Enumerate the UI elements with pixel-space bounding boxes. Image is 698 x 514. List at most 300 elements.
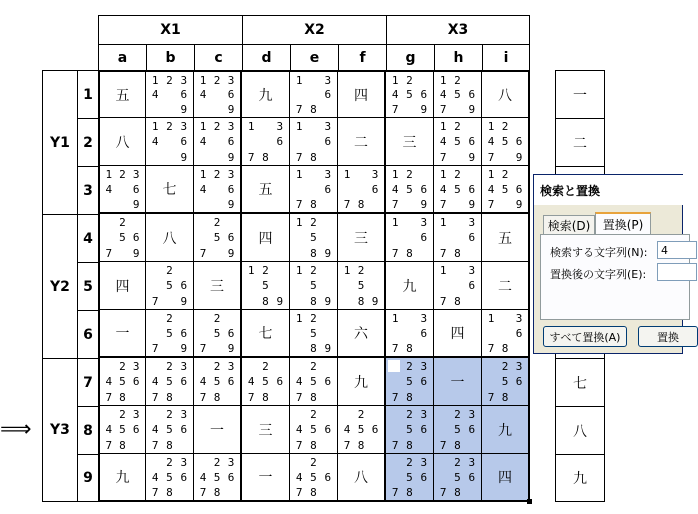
sudoku-cell[interactable]	[290, 214, 338, 262]
cell-value: 四	[258, 230, 273, 247]
row-number: 6	[83, 326, 93, 343]
candidate-digit: 4	[151, 471, 159, 484]
sudoku-cell[interactable]	[434, 214, 482, 262]
row-header	[77, 166, 98, 214]
candidate-digit: 7	[199, 390, 207, 404]
sudoku-cell[interactable]	[146, 310, 194, 358]
candidate-grid	[434, 454, 481, 500]
sudoku-cell[interactable]	[338, 358, 386, 406]
candidate-grid	[146, 358, 193, 405]
candidate-digit	[224, 485, 238, 500]
column-group-label: X2	[304, 22, 325, 38]
sudoku-cell[interactable]	[194, 406, 242, 454]
sudoku-cell[interactable]	[146, 262, 194, 310]
candidate-digit: 6	[180, 327, 188, 340]
candidate-digit: 7	[295, 150, 303, 164]
candidate-digit	[465, 438, 479, 453]
candidate-digit: 2	[166, 408, 173, 422]
sudoku-cell[interactable]	[146, 70, 194, 118]
column-header	[434, 45, 482, 70]
cell-value: 四	[498, 470, 512, 486]
sudoku-cell[interactable]	[386, 310, 434, 358]
candidate-digit	[465, 73, 479, 88]
candidate-digit: 8	[262, 390, 269, 404]
candidate-grid	[290, 406, 337, 453]
sudoku-cell[interactable]	[386, 214, 434, 262]
candidate-digit	[436, 230, 450, 245]
candidate-digit	[465, 246, 479, 261]
sudoku-cell[interactable]	[242, 406, 290, 454]
candidate-digit	[450, 230, 464, 245]
candidate-grid	[482, 118, 528, 165]
sudoku-cell[interactable]	[98, 70, 146, 118]
sudoku-cell[interactable]	[434, 118, 482, 166]
candidate-digit: 9	[324, 342, 332, 355]
candidate-digit	[484, 359, 498, 374]
candidate-digit: 7	[487, 342, 495, 355]
candidate-digit	[292, 407, 306, 422]
candidate-digit: 7	[295, 486, 303, 499]
sudoku-cell[interactable]	[386, 406, 434, 454]
sudoku-cell[interactable]	[146, 214, 194, 262]
candidate-digit: 2	[310, 456, 317, 469]
sudoku-cell[interactable]	[242, 454, 290, 502]
candidate-digit: 7	[487, 390, 495, 404]
sudoku-cell[interactable]	[338, 406, 386, 454]
candidate-digit: 6	[324, 88, 332, 102]
candidate-digit: 9	[227, 342, 235, 355]
candidate-digit: 5	[213, 375, 221, 389]
side-value: 八	[573, 423, 587, 440]
sudoku-cell[interactable]	[194, 214, 242, 262]
cell-value: 八	[498, 87, 512, 104]
candidate-digit: 7	[391, 342, 399, 355]
sudoku-cell[interactable]	[242, 214, 290, 262]
candidate-digit	[321, 102, 335, 117]
sudoku-cell[interactable]	[242, 310, 290, 358]
candidate-digit: 9	[227, 150, 235, 164]
sudoku-cell[interactable]	[434, 310, 482, 358]
sudoku-cell[interactable]	[242, 118, 290, 166]
candidate-grid	[434, 262, 481, 309]
candidate-digit	[417, 485, 431, 500]
candidate-digit	[465, 485, 479, 500]
candidate-digit: 5	[119, 423, 126, 437]
candidate-digit	[402, 197, 416, 212]
candidate-digit: 7	[199, 342, 207, 355]
sudoku-cell[interactable]	[98, 118, 146, 166]
candidate-grid	[290, 118, 337, 165]
sudoku-cell[interactable]	[242, 166, 290, 214]
sudoku-cell[interactable]	[146, 166, 194, 214]
sudoku-cell[interactable]	[338, 166, 386, 214]
candidate-digit: 5	[454, 183, 461, 196]
candidate-digit: 7	[391, 486, 399, 499]
candidate-grid	[434, 214, 481, 261]
candidate-grid	[194, 454, 240, 500]
candidate-digit: 3	[227, 360, 235, 374]
candidate-digit	[292, 326, 306, 341]
candidate-digit	[196, 215, 210, 230]
candidate-digit: 6	[468, 135, 476, 149]
candidate-digit: 3	[515, 312, 523, 325]
candidate-digit	[450, 150, 464, 165]
candidate-grid	[194, 214, 240, 261]
candidate-grid	[434, 72, 481, 117]
side-cell[interactable]	[555, 70, 605, 118]
sudoku-cell[interactable]	[98, 358, 146, 406]
candidate-digit: 6	[515, 183, 523, 196]
candidate-digit	[340, 182, 354, 197]
candidate-digit	[465, 167, 479, 182]
candidate-digit	[436, 278, 450, 293]
candidate-digit	[498, 197, 512, 212]
candidate-digit: 7	[151, 294, 159, 308]
replace-button[interactable]	[638, 326, 698, 347]
side-cell[interactable]	[555, 358, 605, 406]
sudoku-cell[interactable]	[386, 262, 434, 310]
candidate-grid	[482, 310, 528, 356]
candidate-digit: 5	[406, 423, 413, 437]
candidate-digit: 9	[371, 294, 379, 308]
sudoku-cell[interactable]	[194, 262, 242, 310]
sudoku-cell[interactable]	[194, 70, 242, 118]
candidate-digit: 6	[324, 375, 332, 389]
candidate-digit: 7	[439, 294, 447, 308]
sudoku-cell[interactable]	[434, 166, 482, 214]
sudoku-cell[interactable]	[290, 358, 338, 406]
sudoku-cell[interactable]	[338, 70, 386, 118]
candidate-digit: 4	[439, 88, 447, 102]
candidate-digit: 4	[105, 183, 113, 196]
replace-input[interactable]	[657, 263, 697, 281]
sudoku-cell[interactable]	[290, 70, 338, 118]
cell-value: 三	[354, 230, 368, 247]
sudoku-cell[interactable]	[194, 118, 242, 166]
candidate-digit: 2	[357, 408, 365, 422]
candidate-digit	[450, 102, 464, 117]
candidate-digit	[388, 326, 402, 341]
candidate-digit: 7	[439, 246, 447, 260]
candidate-digit: 9	[180, 342, 188, 355]
candidate-digit: 4	[151, 88, 159, 102]
row-number: 9	[83, 470, 93, 486]
candidate-digit: 3	[468, 408, 476, 422]
row-group-label: Y2	[50, 278, 70, 295]
candidate-digit	[196, 230, 210, 245]
candidate-digit	[450, 215, 464, 230]
sudoku-cell[interactable]	[242, 358, 290, 406]
sudoku-cell[interactable]	[434, 262, 482, 310]
sudoku-cell[interactable]	[146, 358, 194, 406]
candidate-digit	[196, 455, 210, 470]
candidate-digit: 2	[310, 264, 317, 278]
sudoku-cell[interactable]	[98, 310, 146, 358]
row-number: 8	[83, 422, 93, 439]
sudoku-cell[interactable]	[482, 406, 530, 454]
candidate-digit: 8	[262, 294, 269, 308]
arrow-glyph: ⟹	[0, 417, 32, 442]
candidate-digit: 1	[391, 216, 399, 230]
tab-find[interactable]	[543, 215, 595, 235]
candidate-digit: 6	[420, 375, 428, 389]
candidate-digit: 7	[151, 486, 159, 499]
candidate-digit: 2	[501, 120, 509, 134]
sudoku-cell[interactable]	[338, 310, 386, 358]
sudoku-cell[interactable]	[146, 406, 194, 454]
candidate-digit	[292, 134, 306, 149]
candidate-digit	[148, 102, 162, 117]
candidate-digit	[354, 182, 368, 197]
candidate-digit: 3	[324, 73, 332, 87]
candidate-grid	[386, 166, 433, 212]
candidate-digit	[340, 278, 354, 293]
dialog-title-bar[interactable]	[534, 175, 684, 205]
candidate-digit: 1	[439, 73, 447, 87]
cell-value: 九	[115, 470, 130, 486]
candidate-grid	[434, 118, 481, 165]
candidate-digit: 6	[515, 135, 523, 149]
side-cell[interactable]	[555, 406, 605, 454]
sudoku-cell[interactable]	[386, 166, 434, 214]
candidate-digit: 7	[295, 390, 303, 404]
candidate-digit: 8	[310, 198, 317, 211]
find-input[interactable]: 4	[657, 241, 697, 259]
candidate-digit	[196, 359, 210, 374]
sudoku-cell[interactable]	[482, 310, 530, 358]
candidate-grid	[146, 454, 193, 500]
sudoku-cell[interactable]	[290, 454, 338, 502]
candidate-digit	[321, 485, 335, 500]
replace-label-text: 置換	[657, 330, 679, 344]
sudoku-cell[interactable]	[482, 70, 530, 118]
cell-value: 二	[498, 278, 512, 295]
cell-value: 五	[115, 87, 130, 104]
sudoku-cell[interactable]	[482, 454, 530, 502]
sudoku-cell[interactable]	[434, 70, 482, 118]
candidate-digit: 2	[454, 73, 461, 87]
replace-all-button[interactable]	[543, 326, 627, 347]
sudoku-cell[interactable]	[290, 166, 338, 214]
candidate-digit: 7	[391, 246, 399, 260]
sudoku-cell[interactable]	[194, 166, 242, 214]
candidate-digit: 2	[406, 73, 413, 87]
candidate-digit: 9	[324, 246, 332, 260]
candidate-digit: 8	[501, 342, 509, 355]
candidate-digit: 1	[199, 73, 207, 87]
candidate-digit: 5	[454, 135, 461, 149]
sudoku-cell[interactable]	[242, 70, 290, 118]
tab-find-label: 検索(D)	[547, 219, 591, 233]
side-cell[interactable]	[555, 118, 605, 166]
sudoku-cell[interactable]	[386, 118, 434, 166]
candidate-digit	[273, 359, 287, 374]
tab-replace[interactable]	[595, 212, 651, 235]
candidate-digit: 4	[199, 183, 207, 196]
candidate-grid	[242, 262, 289, 309]
candidate-digit: 2	[454, 168, 461, 181]
candidate-digit: 6	[420, 231, 428, 245]
candidate-digit: 6	[324, 423, 332, 437]
sudoku-cell[interactable]	[98, 166, 146, 214]
sudoku-cell[interactable]	[434, 406, 482, 454]
candidate-digit: 8	[213, 390, 221, 404]
replace-label: 置換後の文字列(E):	[550, 268, 647, 281]
candidate-digit: 7	[199, 486, 207, 499]
sudoku-cell[interactable]	[98, 454, 146, 502]
candidate-digit	[368, 197, 382, 212]
candidate-grid	[290, 262, 337, 309]
candidate-grid	[290, 72, 337, 117]
candidate-grid	[242, 358, 289, 405]
candidate-digit: 5	[454, 471, 461, 484]
candidate-digit: 1	[199, 168, 207, 181]
candidate-grid	[338, 406, 384, 453]
sudoku-cell[interactable]	[482, 262, 530, 310]
candidate-digit	[258, 119, 272, 134]
cell-value: 一	[450, 374, 465, 391]
column-group-header	[242, 15, 386, 45]
row-header	[77, 358, 98, 406]
candidate-digit	[162, 294, 176, 309]
sudoku-cell[interactable]	[482, 214, 530, 262]
candidate-digit	[102, 215, 116, 230]
candidate-digit: 2	[406, 168, 413, 181]
replace-all-label: すべて置換(A)	[549, 330, 621, 344]
candidate-digit: 8	[357, 294, 365, 308]
sudoku-cell[interactable]	[338, 454, 386, 502]
side-value: 一	[573, 87, 587, 104]
sudoku-cell[interactable]	[290, 406, 338, 454]
candidate-digit: 4	[295, 375, 303, 389]
sudoku-cell[interactable]	[146, 118, 194, 166]
row-group-label: Y3	[50, 422, 70, 438]
sudoku-cell[interactable]	[386, 70, 434, 118]
candidate-digit: 8	[310, 150, 317, 164]
candidate-digit: 7	[391, 390, 399, 404]
candidate-digit	[210, 88, 224, 103]
candidate-grid	[290, 214, 337, 261]
sudoku-cell[interactable]	[242, 262, 290, 310]
column-group-label: X3	[447, 22, 469, 38]
sudoku-cell[interactable]	[98, 262, 146, 310]
cell-value: 五	[258, 182, 273, 198]
column-letter: b	[165, 49, 176, 66]
candidate-digit: 7	[199, 246, 207, 260]
candidate-digit: 6	[180, 88, 188, 102]
sudoku-cell[interactable]	[290, 118, 338, 166]
sudoku-cell[interactable]	[338, 214, 386, 262]
candidate-digit: 8	[406, 390, 413, 404]
candidate-digit	[321, 215, 335, 230]
candidate-grid	[146, 72, 193, 117]
candidate-digit: 2	[357, 264, 365, 278]
candidate-digit: 2	[310, 216, 317, 230]
candidate-digit: 3	[371, 168, 379, 181]
sudoku-cell[interactable]	[338, 118, 386, 166]
column-letter: g	[405, 49, 416, 66]
candidate-digit	[340, 294, 354, 309]
candidate-digit: 4	[199, 471, 207, 484]
column-header	[98, 45, 146, 70]
candidate-digit: 2	[213, 168, 221, 181]
candidate-grid	[386, 454, 433, 500]
sudoku-cell[interactable]	[338, 262, 386, 310]
candidate-digit	[162, 102, 176, 117]
candidate-grid	[100, 214, 145, 261]
candidate-digit	[388, 374, 402, 389]
sudoku-cell[interactable]	[194, 310, 242, 358]
sudoku-cell[interactable]	[290, 310, 338, 358]
candidate-digit: 5	[166, 327, 173, 340]
side-value: 九	[573, 471, 587, 487]
candidate-digit: 2	[213, 360, 221, 374]
candidate-digit: 2	[310, 312, 317, 325]
candidate-digit: 3	[180, 73, 188, 87]
candidate-digit: 6	[420, 423, 428, 437]
cell-value: 九	[498, 422, 512, 439]
candidate-digit	[306, 134, 320, 149]
candidate-digit	[162, 88, 176, 103]
candidate-digit	[417, 167, 431, 182]
sudoku-cell[interactable]	[194, 358, 242, 406]
candidate-grid	[242, 118, 289, 165]
candidate-digit: 1	[391, 168, 399, 181]
candidate-digit: 6	[420, 183, 428, 196]
candidate-digit	[498, 326, 512, 341]
candidate-digit	[292, 88, 306, 103]
candidate-digit: 2	[166, 360, 173, 374]
side-cell[interactable]	[555, 454, 605, 502]
sudoku-cell[interactable]	[146, 454, 194, 502]
sudoku-cell[interactable]	[98, 406, 146, 454]
candidate-digit: 6	[227, 183, 235, 196]
candidate-digit	[116, 182, 130, 197]
candidate-digit: 7	[105, 246, 113, 260]
cell-value: 四	[354, 87, 368, 104]
candidate-digit: 9	[180, 103, 188, 117]
candidate-digit: 7	[151, 438, 159, 452]
candidate-digit: 2	[454, 120, 461, 134]
candidate-digit	[102, 197, 116, 212]
sudoku-cell[interactable]	[482, 118, 530, 166]
sudoku-cell[interactable]	[194, 454, 242, 502]
find-replace-dialog	[533, 174, 683, 354]
candidate-digit: 9	[276, 294, 284, 308]
row-group-label: Y1	[50, 134, 70, 151]
candidate-digit	[258, 134, 272, 149]
candidate-digit: 6	[227, 327, 235, 340]
candidate-digit: 2	[213, 456, 221, 469]
row-group-header	[42, 214, 77, 358]
fill-handle[interactable]	[527, 499, 532, 504]
candidate-digit: 1	[295, 312, 303, 325]
candidate-digit: 5	[213, 231, 221, 245]
sudoku-cell[interactable]	[434, 358, 482, 406]
candidate-grid	[146, 118, 193, 165]
candidate-digit	[210, 341, 224, 356]
sudoku-cell[interactable]	[290, 262, 338, 310]
candidate-digit: 3	[468, 264, 476, 278]
sudoku-cell[interactable]	[482, 166, 530, 214]
sudoku-cell[interactable]	[386, 454, 434, 502]
candidate-digit	[402, 311, 416, 326]
candidate-digit: 4	[487, 135, 495, 149]
candidate-digit	[321, 197, 335, 212]
sudoku-cell[interactable]	[482, 358, 530, 406]
sudoku-cell[interactable]	[434, 454, 482, 502]
sudoku-cell[interactable]	[98, 214, 146, 262]
